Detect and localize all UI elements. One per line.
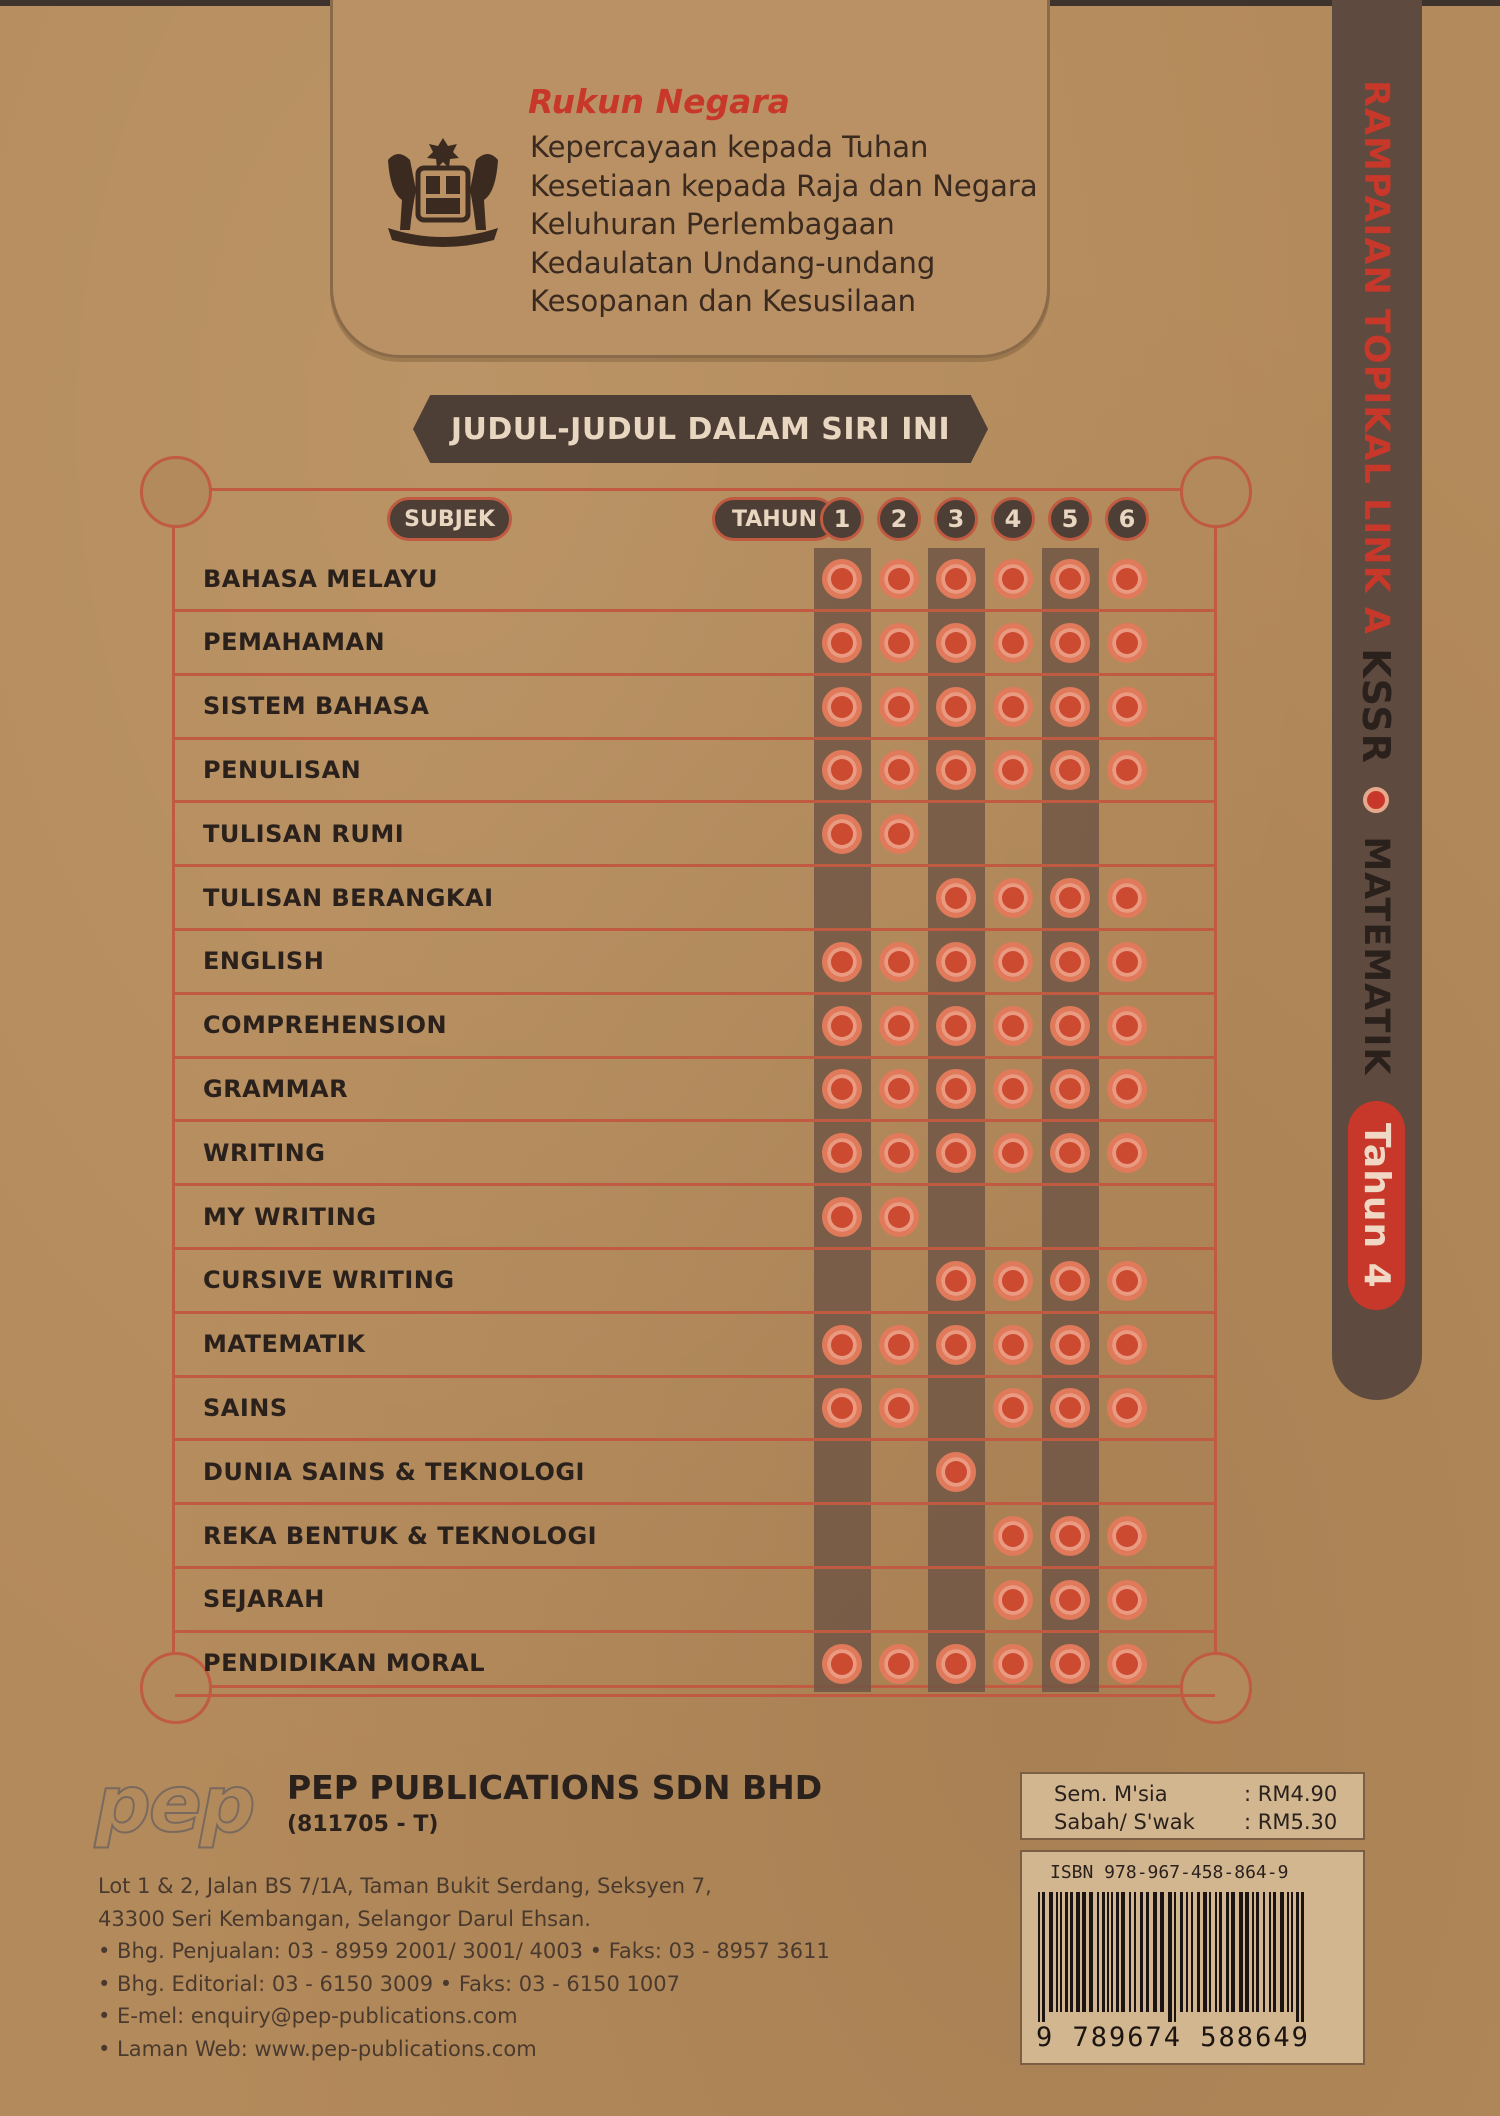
table-row bbox=[175, 1377, 1215, 1441]
barcode-bar bbox=[1049, 1892, 1053, 2012]
availability-dot-icon bbox=[1050, 1325, 1090, 1365]
availability-dot-icon bbox=[993, 1133, 1033, 1173]
barcode-bar bbox=[1231, 1892, 1235, 2012]
availability-dot-icon bbox=[1107, 942, 1147, 982]
principle-4: Kedaulatan Undang-undang bbox=[530, 245, 936, 280]
barcode-bar bbox=[1097, 1892, 1099, 2012]
barcode-bar bbox=[1296, 1892, 1299, 2022]
barcode-bar bbox=[1056, 1892, 1058, 2012]
availability-dot-icon bbox=[1050, 750, 1090, 790]
principle-5: Kesopanan dan Kesusilaan bbox=[530, 284, 917, 318]
subject-label: SAINS bbox=[203, 1393, 288, 1422]
publisher-registration: (811705 - T) bbox=[287, 1812, 439, 1837]
barcode-bar bbox=[1070, 1892, 1073, 2012]
availability-dot-icon bbox=[936, 559, 976, 599]
barcode-bar bbox=[1134, 1892, 1136, 2012]
rukun-negara-title: Rukun Negara bbox=[528, 82, 790, 121]
subject-label: PEMAHAMAN bbox=[203, 628, 386, 657]
barcode-bar bbox=[1129, 1892, 1131, 2012]
availability-dot-icon bbox=[879, 1388, 919, 1428]
availability-dot-icon bbox=[822, 1006, 862, 1046]
availability-dot-icon bbox=[1050, 1133, 1090, 1173]
subject-label: SISTEM BAHASA bbox=[203, 692, 430, 721]
spine-subject: MATEMATIK bbox=[1356, 836, 1396, 1076]
spine-title bbox=[1348, 80, 1405, 1310]
availability-dot-icon bbox=[936, 1644, 976, 1684]
availability-dot-icon bbox=[1050, 623, 1090, 663]
barcode-bar bbox=[1219, 1892, 1222, 2012]
barcode-bar bbox=[1060, 1892, 1062, 2012]
table-row bbox=[175, 1058, 1215, 1122]
availability-dot-icon bbox=[1050, 1388, 1090, 1428]
publisher-name: PEP PUBLICATIONS SDN BHD bbox=[287, 1768, 823, 1807]
availability-dot-icon bbox=[1107, 1580, 1147, 1620]
principle-3: Keluhuran Perlembagaan bbox=[530, 207, 895, 241]
barcode-bar bbox=[1273, 1892, 1276, 2012]
availability-dot-icon bbox=[1107, 750, 1147, 790]
table-row bbox=[175, 1314, 1215, 1378]
availability-dot-icon bbox=[1107, 1325, 1147, 1365]
barcode-bar bbox=[1301, 1892, 1304, 2022]
price-box bbox=[1020, 1772, 1365, 1840]
availability-dot-icon bbox=[936, 1452, 976, 1492]
availability-dot-icon bbox=[1050, 1516, 1090, 1556]
table-row bbox=[175, 867, 1215, 931]
barcode-bar bbox=[1065, 1892, 1068, 2012]
barcode-bar bbox=[1256, 1892, 1259, 2012]
subject-label: BAHASA MELAYU bbox=[203, 564, 438, 593]
year-header-2: 2 bbox=[877, 497, 921, 541]
availability-dot-icon bbox=[879, 623, 919, 663]
barcode-bar bbox=[1245, 1892, 1249, 2012]
availability-dot-icon bbox=[879, 942, 919, 982]
sales-contact: • Bhg. Penjualan: 03 - 8959 2001/ 3001/ 4003 • Faks: 03 - 8957 3611 bbox=[98, 1939, 830, 1963]
availability-dot-icon bbox=[1107, 1133, 1147, 1173]
availability-dot-icon bbox=[993, 1516, 1033, 1556]
availability-dot-icon bbox=[993, 1325, 1033, 1365]
barcode-bar bbox=[1203, 1892, 1207, 2012]
barcode-bar bbox=[1291, 1892, 1293, 2012]
price-label: Sabah/ S'wak bbox=[1054, 1810, 1195, 1834]
barcode-bar bbox=[1209, 1892, 1211, 2012]
subject-label: PENDIDIKAN MORAL bbox=[203, 1649, 486, 1678]
barcode-bar bbox=[1180, 1892, 1183, 2012]
availability-dot-icon bbox=[1050, 559, 1090, 599]
availability-dot-icon bbox=[936, 750, 976, 790]
availability-dot-icon bbox=[1050, 878, 1090, 918]
availability-dot-icon bbox=[1050, 687, 1090, 727]
address-line-1: Lot 1 & 2, Jalan BS 7/1A, Taman Bukit Serdang, Seksyen 7, bbox=[98, 1874, 712, 1898]
principle-1: Kepercayaan kepada Tuhan bbox=[530, 130, 929, 164]
availability-dot-icon bbox=[936, 1133, 976, 1173]
barcode-bar bbox=[1042, 1892, 1045, 2022]
subject-label: MY WRITING bbox=[203, 1202, 377, 1231]
availability-dot-icon bbox=[822, 750, 862, 790]
availability-dot-icon bbox=[822, 1388, 862, 1428]
availability-dot-icon bbox=[1107, 1516, 1147, 1556]
table-row bbox=[175, 1505, 1215, 1569]
spine-level-badge: Tahun 4 bbox=[1348, 1101, 1405, 1311]
barcode-bar bbox=[1263, 1892, 1265, 2012]
barcode-bar bbox=[1089, 1892, 1093, 2012]
availability-dot-icon bbox=[822, 687, 862, 727]
availability-dot-icon bbox=[936, 878, 976, 918]
availability-dot-icon bbox=[1107, 687, 1147, 727]
year-header-6: 6 bbox=[1105, 497, 1149, 541]
availability-dot-icon bbox=[1107, 1261, 1147, 1301]
frame-corner bbox=[140, 456, 212, 528]
availability-dot-icon bbox=[822, 559, 862, 599]
availability-dot-icon bbox=[993, 878, 1033, 918]
availability-dot-icon bbox=[1050, 1644, 1090, 1684]
availability-dot-icon bbox=[993, 559, 1033, 599]
availability-dot-icon bbox=[936, 1069, 976, 1109]
principle-2: Kesetiaan kepada Raja dan Negara bbox=[530, 168, 1038, 203]
availability-dot-icon bbox=[822, 1133, 862, 1173]
availability-dot-icon bbox=[936, 1261, 976, 1301]
table-row bbox=[175, 803, 1215, 867]
availability-dot-icon bbox=[1107, 1069, 1147, 1109]
availability-dot-icon bbox=[1107, 1388, 1147, 1428]
isbn-barcode bbox=[1020, 1850, 1365, 2065]
availability-dot-icon bbox=[993, 1580, 1033, 1620]
availability-dot-icon bbox=[993, 1006, 1033, 1046]
barcode-bar bbox=[1280, 1892, 1284, 2012]
table-row bbox=[175, 1633, 1215, 1697]
spine-dot-icon bbox=[1363, 787, 1389, 813]
availability-dot-icon bbox=[936, 942, 976, 982]
availability-dot-icon bbox=[822, 942, 862, 982]
barcode-bar bbox=[1076, 1892, 1080, 2012]
price-value: : RM4.90 bbox=[1244, 1782, 1338, 1806]
availability-dot-icon bbox=[879, 1006, 919, 1046]
availability-dot-icon bbox=[993, 1261, 1033, 1301]
table-row bbox=[175, 1441, 1215, 1505]
table-row bbox=[175, 739, 1215, 803]
availability-dot-icon bbox=[879, 750, 919, 790]
availability-dot-icon bbox=[993, 750, 1033, 790]
availability-dot-icon bbox=[993, 1644, 1033, 1684]
subject-label: CURSIVE WRITING bbox=[203, 1266, 455, 1295]
availability-dot-icon bbox=[1107, 878, 1147, 918]
availability-dot-icon bbox=[1107, 623, 1147, 663]
availability-dot-icon bbox=[822, 1644, 862, 1684]
barcode-bar bbox=[1116, 1892, 1119, 2012]
table-row bbox=[175, 995, 1215, 1059]
barcode-bar bbox=[1174, 1892, 1176, 2022]
barcode-bar bbox=[1226, 1892, 1229, 2012]
editorial-contact: • Bhg. Editorial: 03 - 6150 3009 • Faks: 03 - 6150 1007 bbox=[98, 1971, 680, 1996]
year-header: TAHUN bbox=[712, 497, 837, 541]
subject-label: ENGLISH bbox=[203, 947, 325, 976]
table-row bbox=[175, 931, 1215, 995]
table-row bbox=[175, 1122, 1215, 1186]
table-row bbox=[175, 1250, 1215, 1314]
availability-dot-icon bbox=[879, 559, 919, 599]
availability-dot-icon bbox=[993, 1388, 1033, 1428]
subject-label: SEJARAH bbox=[203, 1585, 325, 1614]
barcode-bar bbox=[1252, 1892, 1254, 2012]
availability-dot-icon bbox=[1050, 1006, 1090, 1046]
availability-dot-icon bbox=[993, 623, 1033, 663]
rukun-negara-panel bbox=[330, 0, 1050, 358]
barcode-bar bbox=[1102, 1892, 1105, 2012]
availability-dot-icon bbox=[993, 1069, 1033, 1109]
year-header-4: 4 bbox=[991, 497, 1035, 541]
availability-dot-icon bbox=[879, 1069, 919, 1109]
barcode-bar bbox=[1239, 1892, 1243, 2012]
availability-dot-icon bbox=[936, 1325, 976, 1365]
frame-corner bbox=[1180, 456, 1252, 528]
barcode-bar bbox=[1269, 1892, 1271, 2012]
year-header-1: 1 bbox=[820, 497, 864, 541]
isbn-text: ISBN 978-967-458-864-9 bbox=[1050, 1862, 1289, 1883]
subject-label: REKA BENTUK & TEKNOLOGI bbox=[203, 1521, 598, 1550]
availability-dot-icon bbox=[879, 1644, 919, 1684]
barcode-bar bbox=[1191, 1892, 1193, 2012]
availability-dot-icon bbox=[879, 1197, 919, 1237]
availability-dot-icon bbox=[879, 814, 919, 854]
availability-dot-icon bbox=[822, 1197, 862, 1237]
subject-label: GRAMMAR bbox=[203, 1074, 349, 1103]
barcode-bar bbox=[1038, 1892, 1040, 2022]
email-contact: • E-mel: enquiry@pep-publications.com bbox=[98, 2004, 518, 2028]
publisher-address bbox=[98, 1870, 830, 2065]
barcode-bar bbox=[1121, 1892, 1125, 2012]
table-row bbox=[175, 612, 1215, 676]
subject-label: WRITING bbox=[203, 1138, 326, 1167]
subject-label: PENULISAN bbox=[203, 755, 362, 784]
barcode-bar bbox=[1082, 1892, 1086, 2012]
availability-dot-icon bbox=[822, 814, 862, 854]
subject-label: MATEMATIK bbox=[203, 1330, 366, 1359]
availability-dot-icon bbox=[1050, 1069, 1090, 1109]
price-label: Sem. M'sia bbox=[1054, 1782, 1168, 1806]
price-value: : RM5.30 bbox=[1244, 1810, 1338, 1834]
barcode-bar bbox=[1186, 1892, 1188, 2012]
availability-dot-icon bbox=[936, 687, 976, 727]
table-row bbox=[175, 676, 1215, 740]
subject-label: DUNIA SAINS & TEKNOLOGI bbox=[203, 1457, 585, 1486]
availability-dot-icon bbox=[1050, 1261, 1090, 1301]
availability-dot-icon bbox=[993, 942, 1033, 982]
subject-header: SUBJEK bbox=[387, 497, 512, 541]
table-row bbox=[175, 1569, 1215, 1633]
subject-label: TULISAN RUMI bbox=[203, 819, 405, 848]
spine-series: RAMPAIAN TOPIKAL LINK A bbox=[1356, 80, 1396, 635]
barcode-bar bbox=[1215, 1892, 1217, 2012]
barcode-bar bbox=[1107, 1892, 1109, 2012]
subject-label: TULISAN BERANGKAI bbox=[203, 883, 494, 912]
availability-dot-icon bbox=[936, 623, 976, 663]
availability-dot-icon bbox=[936, 1006, 976, 1046]
table-row bbox=[175, 548, 1215, 612]
barcode-bar bbox=[1111, 1892, 1113, 2012]
website-contact: • Laman Web: www.pep-publications.com bbox=[98, 2036, 537, 2061]
price-row-msia bbox=[1054, 1782, 1338, 1806]
availability-dot-icon bbox=[1050, 1580, 1090, 1620]
coat-of-arms-icon bbox=[368, 130, 518, 255]
availability-dot-icon bbox=[1050, 942, 1090, 982]
availability-dot-icon bbox=[822, 1325, 862, 1365]
series-banner: JUDUL-JUDUL DALAM SIRI INI bbox=[450, 411, 951, 447]
availability-dot-icon bbox=[879, 1133, 919, 1173]
barcode-bar bbox=[1160, 1892, 1164, 2012]
year-header-3: 3 bbox=[934, 497, 978, 541]
barcode-bar bbox=[1197, 1892, 1200, 2012]
table-row bbox=[175, 1186, 1215, 1250]
year-header-5: 5 bbox=[1048, 497, 1092, 541]
availability-dot-icon bbox=[993, 687, 1033, 727]
subject-label: COMPREHENSION bbox=[203, 1011, 448, 1040]
rukun-negara-principles bbox=[530, 128, 1038, 321]
barcode-bar bbox=[1140, 1892, 1143, 2012]
publisher-logo: pep bbox=[95, 1760, 254, 1850]
availability-dot-icon bbox=[879, 687, 919, 727]
price-row-sabah bbox=[1054, 1810, 1338, 1834]
barcode-bar bbox=[1153, 1892, 1157, 2012]
barcode-bar bbox=[1168, 1892, 1172, 2022]
availability-dot-icon bbox=[1107, 1644, 1147, 1684]
availability-dot-icon bbox=[1107, 1006, 1147, 1046]
availability-dot-icon bbox=[822, 623, 862, 663]
availability-dot-icon bbox=[822, 1069, 862, 1109]
address-line-2: 43300 Seri Kembangan, Selangor Darul Ehsan. bbox=[98, 1906, 591, 1931]
availability-dot-icon bbox=[879, 1325, 919, 1365]
barcode-bar bbox=[1287, 1892, 1289, 2012]
barcode-bar bbox=[1146, 1892, 1149, 2012]
barcode-icon bbox=[1036, 1892, 1351, 2022]
availability-dot-icon bbox=[1107, 559, 1147, 599]
barcode-digits: 9 789674 588649 bbox=[1036, 2022, 1310, 2053]
spine-curriculum: KSSR bbox=[1354, 648, 1398, 764]
